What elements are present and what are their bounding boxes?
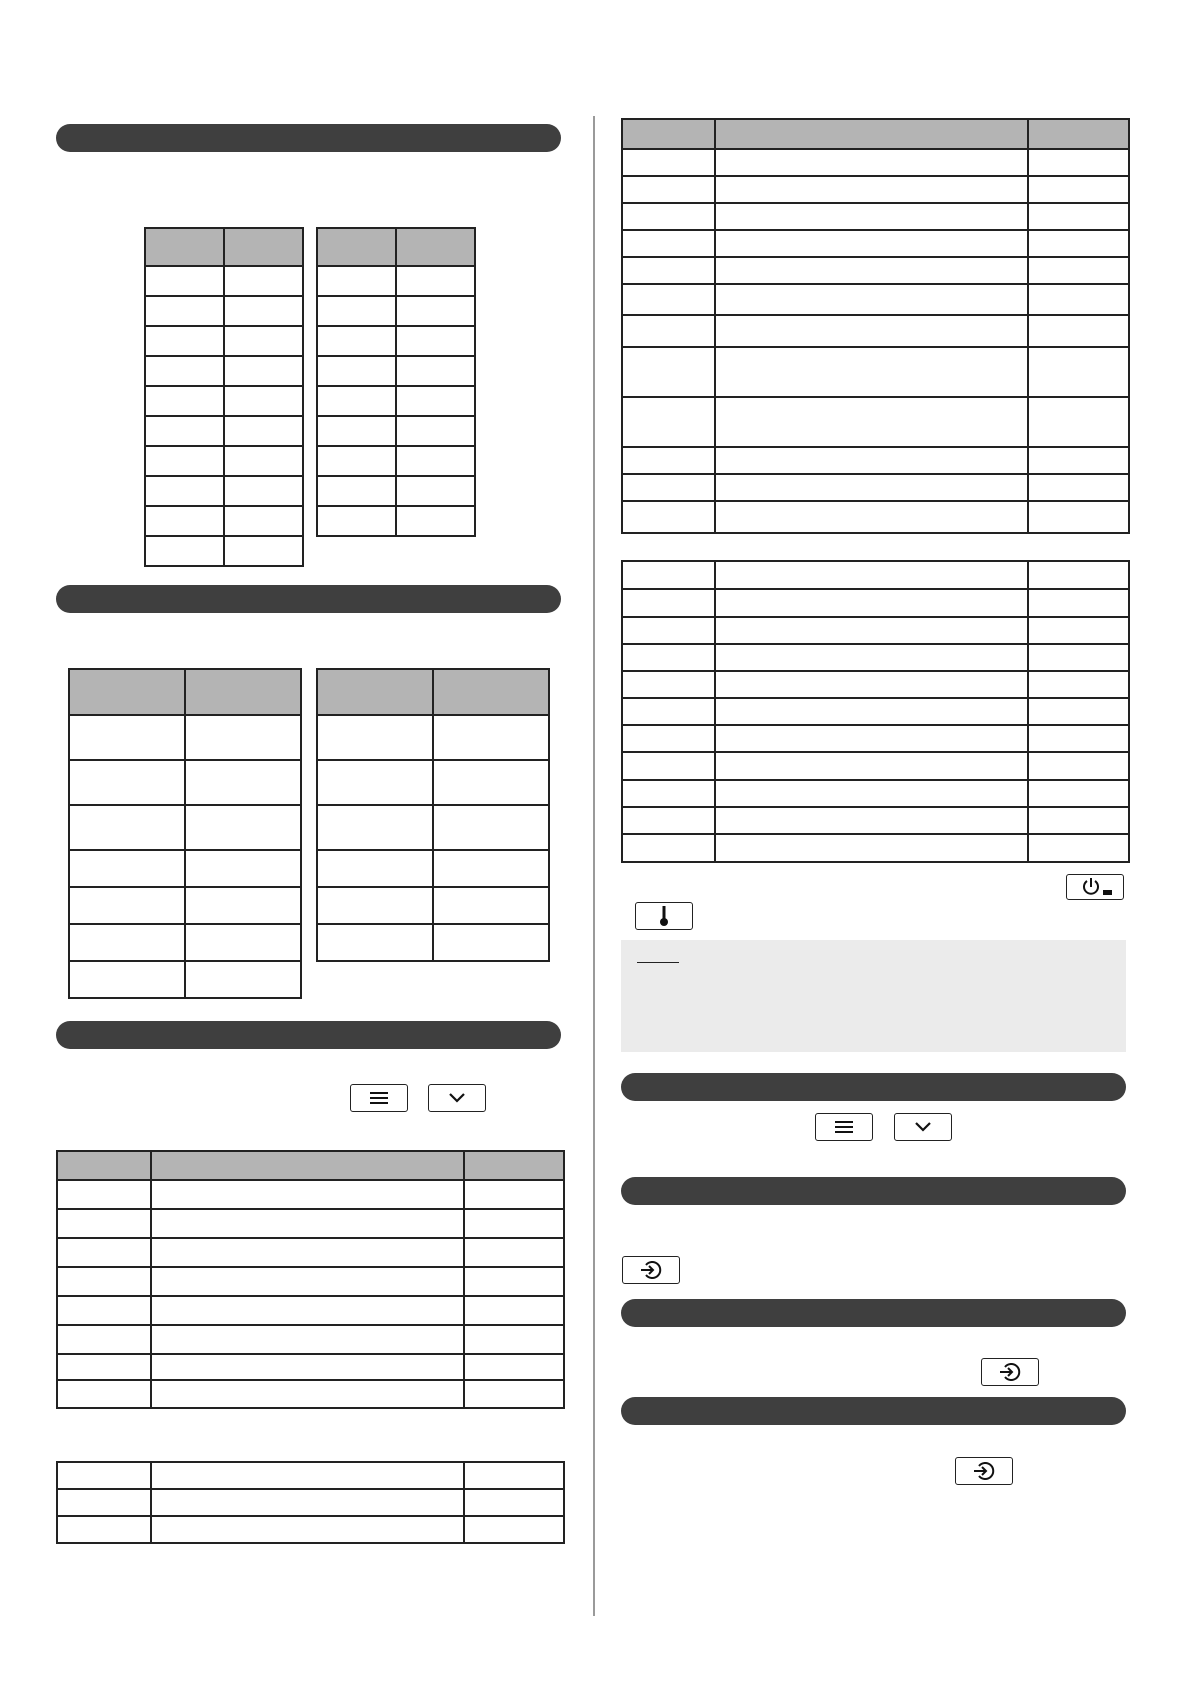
section-header-bar bbox=[621, 1397, 1126, 1425]
function-table-right bbox=[621, 118, 1130, 534]
table-row bbox=[622, 561, 1129, 589]
table-row bbox=[622, 698, 1129, 725]
enter-icon bbox=[640, 1260, 662, 1280]
section-header-bar bbox=[621, 1073, 1126, 1101]
table-row bbox=[57, 1462, 564, 1489]
table-row bbox=[57, 1238, 564, 1267]
table-row bbox=[145, 506, 303, 536]
menu-button[interactable] bbox=[815, 1113, 873, 1141]
table-row bbox=[145, 266, 303, 296]
menu-icon bbox=[834, 1120, 854, 1134]
table-row bbox=[145, 356, 303, 386]
table-row bbox=[145, 296, 303, 326]
code-table-a bbox=[144, 227, 304, 567]
table-row bbox=[317, 506, 475, 536]
table-row bbox=[622, 397, 1129, 447]
table-row bbox=[622, 501, 1129, 533]
menu-button[interactable] bbox=[350, 1084, 408, 1112]
table-row bbox=[622, 284, 1129, 315]
menu-icon bbox=[369, 1091, 389, 1105]
section-header-bar bbox=[56, 124, 561, 152]
chevron-down-icon bbox=[913, 1121, 933, 1133]
table-row bbox=[69, 760, 301, 805]
down-button[interactable] bbox=[894, 1113, 952, 1141]
table-row bbox=[145, 476, 303, 506]
table-row bbox=[622, 149, 1129, 176]
table-row bbox=[69, 805, 301, 850]
table-row bbox=[622, 230, 1129, 257]
table-row bbox=[69, 924, 301, 961]
function-table-right-2 bbox=[621, 560, 1130, 863]
table-row bbox=[317, 805, 549, 850]
table-row bbox=[622, 257, 1129, 284]
table-row bbox=[622, 644, 1129, 671]
table-row bbox=[622, 807, 1129, 834]
down-button[interactable] bbox=[428, 1084, 486, 1112]
note-box bbox=[621, 940, 1126, 1052]
table-row bbox=[622, 752, 1129, 780]
table-row bbox=[622, 780, 1129, 807]
table-row bbox=[622, 447, 1129, 474]
table-row bbox=[57, 1516, 564, 1543]
enter-button[interactable] bbox=[622, 1256, 680, 1284]
table-row bbox=[145, 326, 303, 356]
table-row bbox=[69, 715, 301, 760]
table-row bbox=[317, 715, 549, 760]
enter-button[interactable] bbox=[955, 1457, 1013, 1485]
table-row bbox=[57, 1325, 564, 1354]
power-icon bbox=[1075, 877, 1115, 897]
setting-table-b bbox=[316, 668, 550, 962]
section-header-bar bbox=[56, 585, 561, 613]
section-header-bar bbox=[621, 1177, 1126, 1205]
table-row bbox=[317, 416, 475, 446]
enter-button[interactable] bbox=[981, 1358, 1039, 1386]
temperature-button[interactable] bbox=[635, 902, 693, 930]
table-header-row bbox=[317, 669, 549, 715]
table-row bbox=[317, 326, 475, 356]
table-row bbox=[622, 347, 1129, 397]
table-row bbox=[145, 386, 303, 416]
table-row bbox=[57, 1489, 564, 1516]
table-row bbox=[622, 203, 1129, 230]
chevron-down-icon bbox=[447, 1092, 467, 1104]
table-row bbox=[317, 266, 475, 296]
enter-icon bbox=[973, 1461, 995, 1481]
note-title bbox=[637, 948, 679, 963]
table-row bbox=[317, 887, 549, 924]
table-row bbox=[622, 474, 1129, 501]
table-row bbox=[622, 315, 1129, 347]
function-table-left-2 bbox=[56, 1461, 565, 1544]
table-row bbox=[622, 671, 1129, 698]
table-header-row bbox=[317, 228, 475, 266]
table-header-row bbox=[57, 1151, 564, 1180]
section-header-bar bbox=[621, 1299, 1126, 1327]
table-row bbox=[622, 617, 1129, 644]
code-table-b bbox=[316, 227, 476, 537]
enter-icon bbox=[999, 1362, 1021, 1382]
table-row bbox=[69, 961, 301, 998]
function-table-left bbox=[56, 1150, 565, 1409]
power-button[interactable] bbox=[1066, 874, 1124, 900]
table-row bbox=[317, 296, 475, 326]
setting-table-a bbox=[68, 668, 302, 999]
table-row bbox=[317, 476, 475, 506]
table-row bbox=[317, 924, 549, 961]
table-row bbox=[69, 887, 301, 924]
table-header-row bbox=[622, 119, 1129, 149]
table-row bbox=[57, 1296, 564, 1325]
table-row bbox=[57, 1180, 564, 1209]
table-row bbox=[145, 446, 303, 476]
thermometer-icon bbox=[658, 905, 670, 927]
table-row bbox=[622, 725, 1129, 752]
table-row bbox=[57, 1380, 564, 1408]
table-row bbox=[317, 760, 549, 805]
column-divider bbox=[593, 116, 595, 1616]
table-row bbox=[622, 176, 1129, 203]
table-header-row bbox=[145, 228, 303, 266]
table-row bbox=[69, 850, 301, 887]
section-header-bar bbox=[56, 1021, 561, 1049]
table-row bbox=[317, 356, 475, 386]
table-row bbox=[317, 386, 475, 416]
table-row bbox=[57, 1209, 564, 1238]
table-header-row bbox=[69, 669, 301, 715]
table-row bbox=[57, 1267, 564, 1296]
table-row bbox=[145, 416, 303, 446]
table-row bbox=[317, 850, 549, 887]
table-row bbox=[145, 536, 303, 566]
table-row bbox=[317, 446, 475, 476]
table-row bbox=[622, 589, 1129, 617]
table-row bbox=[622, 834, 1129, 862]
table-row bbox=[57, 1354, 564, 1380]
